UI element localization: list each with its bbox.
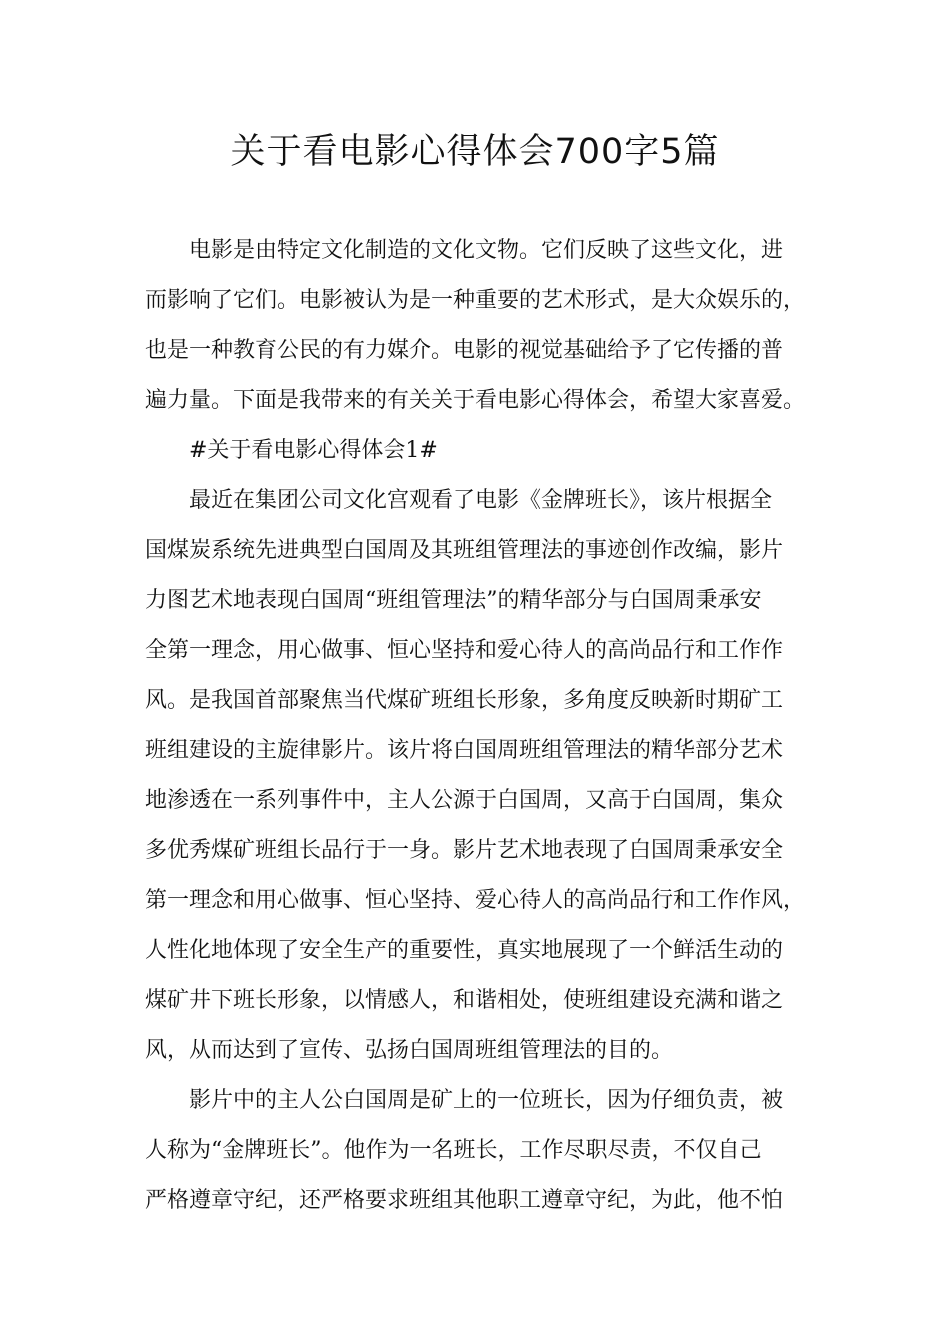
paragraph-2-line-2: 国煤炭系统先进典型白国周及其班组管理法的事迹创作改编，影片 bbox=[145, 538, 784, 563]
paragraph-1-line-4: 遍力量。下面是我带来的有关关于看电影心得体会，希望大家喜爱。 bbox=[145, 388, 806, 413]
section-heading-1: #关于看电影心得体会1# bbox=[189, 438, 438, 463]
paragraph-2-line-8: 多优秀煤矿班组长品行于一身。影片艺术地表现了白国周秉承安全 bbox=[145, 838, 784, 863]
paragraph-1-line-1: 电影是由特定文化制造的文化文物。它们反映了这些文化，进 bbox=[189, 238, 784, 263]
paragraph-2-line-10: 人性化地体现了安全生产的重要性，真实地展现了一个鲜活生动的 bbox=[145, 938, 784, 963]
paragraph-2-line-5: 风。是我国首部聚焦当代煤矿班组长形象，多角度反映新时期矿工 bbox=[145, 688, 784, 713]
paragraph-2-line-6: 班组建设的主旋律影片。该片将白国周班组管理法的精华部分艺术 bbox=[145, 738, 784, 763]
paragraph-3-line-3: 严格遵章守纪，还严格要求班组其他职工遵章守纪，为此，他不怕 bbox=[145, 1188, 784, 1213]
paragraph-2-line-3: 力图艺术地表现白国周“班组管理法”的精华部分与白国周秉承安 bbox=[145, 588, 762, 613]
document-title: 关于看电影心得体会700字5篇 bbox=[230, 132, 720, 172]
paragraph-1-line-2: 而影响了它们。电影被认为是一种重要的艺术形式，是大众娱乐的， bbox=[145, 288, 806, 313]
paragraph-3-line-1: 影片中的主人公白国周是矿上的一位班长，因为仔细负责，被 bbox=[189, 1088, 784, 1113]
paragraph-2-line-12: 风，从而达到了宣传、弘扬白国周班组管理法的目的。 bbox=[145, 1038, 674, 1063]
paragraph-2-line-4: 全第一理念，用心做事、恒心坚持和爱心待人的高尚品行和工作作 bbox=[145, 638, 784, 663]
paragraph-2-line-11: 煤矿井下班长形象，以情感人，和谐相处，使班组建设充满和谐之 bbox=[145, 988, 784, 1013]
paragraph-3-line-2: 人称为“金牌班长”。他作为一名班长，工作尽职尽责，不仅自己 bbox=[145, 1138, 762, 1163]
paragraph-1-line-3: 也是一种教育公民的有力媒介。电影的视觉基础给予了它传播的普 bbox=[145, 338, 784, 363]
paragraph-2-line-1: 最近在集团公司文化宫观看了电影《金牌班长》，该片根据全 bbox=[189, 488, 773, 513]
paragraph-2-line-7: 地渗透在一系列事件中，主人公源于白国周，又高于白国周，集众 bbox=[145, 788, 784, 813]
document-body bbox=[145, 226, 810, 1226]
paragraph-2-line-9: 第一理念和用心做事、恒心坚持、爱心待人的高尚品行和工作作风， bbox=[145, 888, 806, 913]
